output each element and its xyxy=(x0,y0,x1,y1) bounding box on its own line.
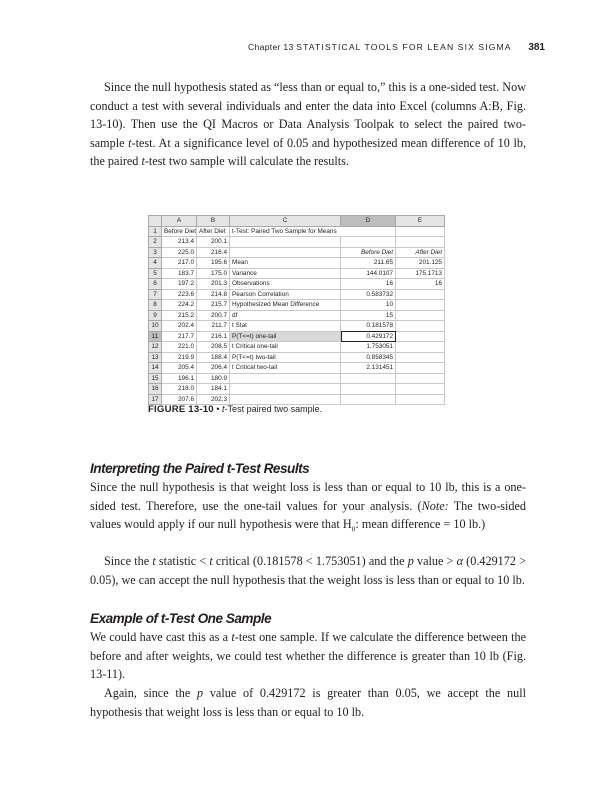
cell-e-value xyxy=(396,237,445,248)
cell-e-value: 175.1713 xyxy=(396,268,445,279)
cell-before: 205.4 xyxy=(162,363,197,374)
cell-e-value xyxy=(396,352,445,363)
row-number: 1 xyxy=(149,226,162,237)
cell-after: 215.7 xyxy=(197,300,230,311)
caption-separator: • xyxy=(216,404,220,414)
table-row xyxy=(149,331,445,342)
figure-label: FIGURE 13-10 xyxy=(148,404,214,415)
row-number: 5 xyxy=(149,268,162,279)
cell-before: 219.9 xyxy=(162,352,197,363)
cell-label: df xyxy=(230,310,341,321)
page-number: 381 xyxy=(528,42,545,53)
table-row xyxy=(149,384,445,395)
cell-label xyxy=(230,237,341,248)
cell-label: t Critical two-tail xyxy=(230,363,341,374)
corner-cell xyxy=(149,216,162,227)
cell-label: t Critical one-tail xyxy=(230,342,341,353)
cell-e-value xyxy=(396,394,445,405)
chapter-title: STATISTICAL TOOLS FOR LEAN SIX SIGMA xyxy=(296,42,512,52)
cell-e-value: After Diet xyxy=(396,247,445,258)
cell-label: Hypothesized Mean Difference xyxy=(230,300,341,311)
cell-after: 202.3 xyxy=(197,394,230,405)
excel-spreadsheet xyxy=(148,215,445,405)
cell-before: 221.0 xyxy=(162,342,197,353)
cell-before: 196.1 xyxy=(162,373,197,384)
row-number: 9 xyxy=(149,310,162,321)
cell-d-value: 144.0107 xyxy=(341,268,396,279)
row-number: 11 xyxy=(149,331,162,342)
row-number: 7 xyxy=(149,289,162,300)
cell-e-value xyxy=(396,300,445,311)
table-row xyxy=(149,279,445,290)
figure-caption xyxy=(148,404,322,415)
column-header-e: E xyxy=(396,216,445,227)
table-row xyxy=(149,300,445,311)
cell-before: 215.2 xyxy=(162,310,197,321)
cell-d-value xyxy=(341,373,396,384)
row-number: 14 xyxy=(149,363,162,374)
table-row xyxy=(149,394,445,405)
table-row xyxy=(149,237,445,248)
cell-d-value: 0.858345 xyxy=(341,352,396,363)
cell-e-value xyxy=(396,321,445,332)
cell-after: 200.7 xyxy=(197,310,230,321)
cell-e-value xyxy=(396,342,445,353)
column-header-b: B xyxy=(197,216,230,227)
cell-d-value: 0.583732 xyxy=(341,289,396,300)
cell-e-value xyxy=(396,373,445,384)
cell-before: 213.4 xyxy=(162,237,197,248)
table-row xyxy=(149,268,445,279)
cell-before: 225.0 xyxy=(162,247,197,258)
cell-after: 175.0 xyxy=(197,268,230,279)
cell-after: 216.1 xyxy=(197,331,230,342)
section-heading-interpreting: Interpreting the Paired t-Test Results xyxy=(90,461,310,476)
column-header-c: C xyxy=(230,216,341,227)
table-row xyxy=(149,289,445,300)
row-number: 16 xyxy=(149,384,162,395)
table-row xyxy=(149,363,445,374)
row-number: 12 xyxy=(149,342,162,353)
column-header-row xyxy=(149,216,445,227)
cell-e-value xyxy=(396,289,445,300)
cell-e-value xyxy=(396,331,445,342)
cell-before: 223.6 xyxy=(162,289,197,300)
row-number: 17 xyxy=(149,394,162,405)
cell-before: 217.0 xyxy=(162,258,197,269)
table-row xyxy=(149,226,445,237)
cell-e-value xyxy=(396,226,445,237)
cell-e-value: 201.125 xyxy=(396,258,445,269)
cell-label: P(T<=t) one-tail xyxy=(230,331,341,342)
cell-after: 184.1 xyxy=(197,384,230,395)
cell-before: Before Diet xyxy=(162,226,197,237)
row-number: 10 xyxy=(149,321,162,332)
cell-d-value: 0.181578 xyxy=(341,321,396,332)
cell-before: 183.7 xyxy=(162,268,197,279)
cell-d-value: 2.131451 xyxy=(341,363,396,374)
row-number: 2 xyxy=(149,237,162,248)
chapter-label: Chapter 13 xyxy=(248,42,294,52)
row-number: 8 xyxy=(149,300,162,311)
cell-after: 180.9 xyxy=(197,373,230,384)
cell-before: 202.4 xyxy=(162,321,197,332)
cell-label: P(T<=t) two-tail xyxy=(230,352,341,363)
cell-d-value: Before Diet xyxy=(341,247,396,258)
table-row xyxy=(149,247,445,258)
cell-before: 197.2 xyxy=(162,279,197,290)
cell-before: 207.6 xyxy=(162,394,197,405)
cell-before: 218.0 xyxy=(162,384,197,395)
cell-label: Pearson Correlation xyxy=(230,289,341,300)
cell-label xyxy=(230,373,341,384)
cell-label xyxy=(230,394,341,405)
cell-d-value xyxy=(341,394,396,405)
row-number: 4 xyxy=(149,258,162,269)
example-paragraph-2: Again, since the p value of 0.429172 is greater than 0.05, we accept the null hypothesis that weight loss is less than or equal to 10 lb. xyxy=(90,686,526,719)
cell-e-value xyxy=(396,310,445,321)
example-paragraph-1: We could have cast this as a t-test one sample. If we calculate the difference between the before and after weights, we could test whether the difference is greater than 10 lb (Fig. 13-11). xyxy=(90,630,526,682)
column-header-a: A xyxy=(162,216,197,227)
caption-text: -Test paired two sample. xyxy=(224,404,323,414)
column-header-d: D xyxy=(341,216,396,227)
cell-label: Variance xyxy=(230,268,341,279)
cell-label: Mean xyxy=(230,258,341,269)
cell-e-value xyxy=(396,363,445,374)
cell-d-value xyxy=(341,237,396,248)
cell-after: 201.3 xyxy=(197,279,230,290)
table-row xyxy=(149,352,445,363)
cell-before: 224.2 xyxy=(162,300,197,311)
cell-d-value: 15 xyxy=(341,310,396,321)
cell-d-value: 10 xyxy=(341,300,396,311)
cell-d-value: 0.429172 xyxy=(341,331,396,342)
section-heading-example: Example of t-Test One Sample xyxy=(90,611,272,626)
cell-after: 195.6 xyxy=(197,258,230,269)
cell-after: 200.1 xyxy=(197,237,230,248)
cell-after: 188.4 xyxy=(197,352,230,363)
caption-t: t xyxy=(222,404,225,414)
cell-d-value: 211.65 xyxy=(341,258,396,269)
cell-label: Observations xyxy=(230,279,341,290)
cell-after: 206.4 xyxy=(197,363,230,374)
row-number: 6 xyxy=(149,279,162,290)
cell-after: After Diet xyxy=(197,226,230,237)
cell-after: 216.4 xyxy=(197,247,230,258)
cell-label xyxy=(230,384,341,395)
intro-paragraph: Since the null hypothesis stated as “less than or equal to,” this is a one-sided test. Now conduct a test with several individuals and enter the data into Excel (columns A:B, Fig. 13-10). Then use the QI Macros or Data Analysis Toolpak to select the paired two-sample t-test. At a significance level of 0.05 and hypothesized mean difference of 10 lb, the paired t-test two sample will calculate the results. xyxy=(90,80,526,169)
table-row xyxy=(149,310,445,321)
cell-after: 214.8 xyxy=(197,289,230,300)
cell-label xyxy=(230,247,341,258)
cell-label: t Stat xyxy=(230,321,341,332)
cell-after: 211.7 xyxy=(197,321,230,332)
row-number: 3 xyxy=(149,247,162,258)
table-row xyxy=(149,373,445,384)
cell-e-value: 16 xyxy=(396,279,445,290)
table-row xyxy=(149,342,445,353)
cell-d-value: 1.753051 xyxy=(341,342,396,353)
cell-label: t-Test: Paired Two Sample for Means xyxy=(230,226,396,237)
cell-before: 217.7 xyxy=(162,331,197,342)
cell-d-value: 16 xyxy=(341,279,396,290)
running-head xyxy=(90,42,545,53)
interpreting-paragraph-2: Since the t statistic < t critical (0.181578 < 1.753051) and the p value > α (0.429172 > 0.05), we can accept the null hypothesis that the weight loss is less than or equal to 10 lb. xyxy=(90,554,526,587)
row-number: 15 xyxy=(149,373,162,384)
cell-e-value xyxy=(396,384,445,395)
cell-d-value xyxy=(341,384,396,395)
table-row xyxy=(149,258,445,269)
table-row xyxy=(149,321,445,332)
cell-after: 208.5 xyxy=(197,342,230,353)
row-number: 13 xyxy=(149,352,162,363)
interpreting-paragraph-1: Since the null hypothesis is that weight loss is less than or equal to 10 lb, this is a one-sided test. Therefore, use the one-tail values for your analysis. (Note: The two-sided values would apply if our null hypothesis were that $H_0$: mean difference = 10 lb.) xyxy=(90,480,526,534)
